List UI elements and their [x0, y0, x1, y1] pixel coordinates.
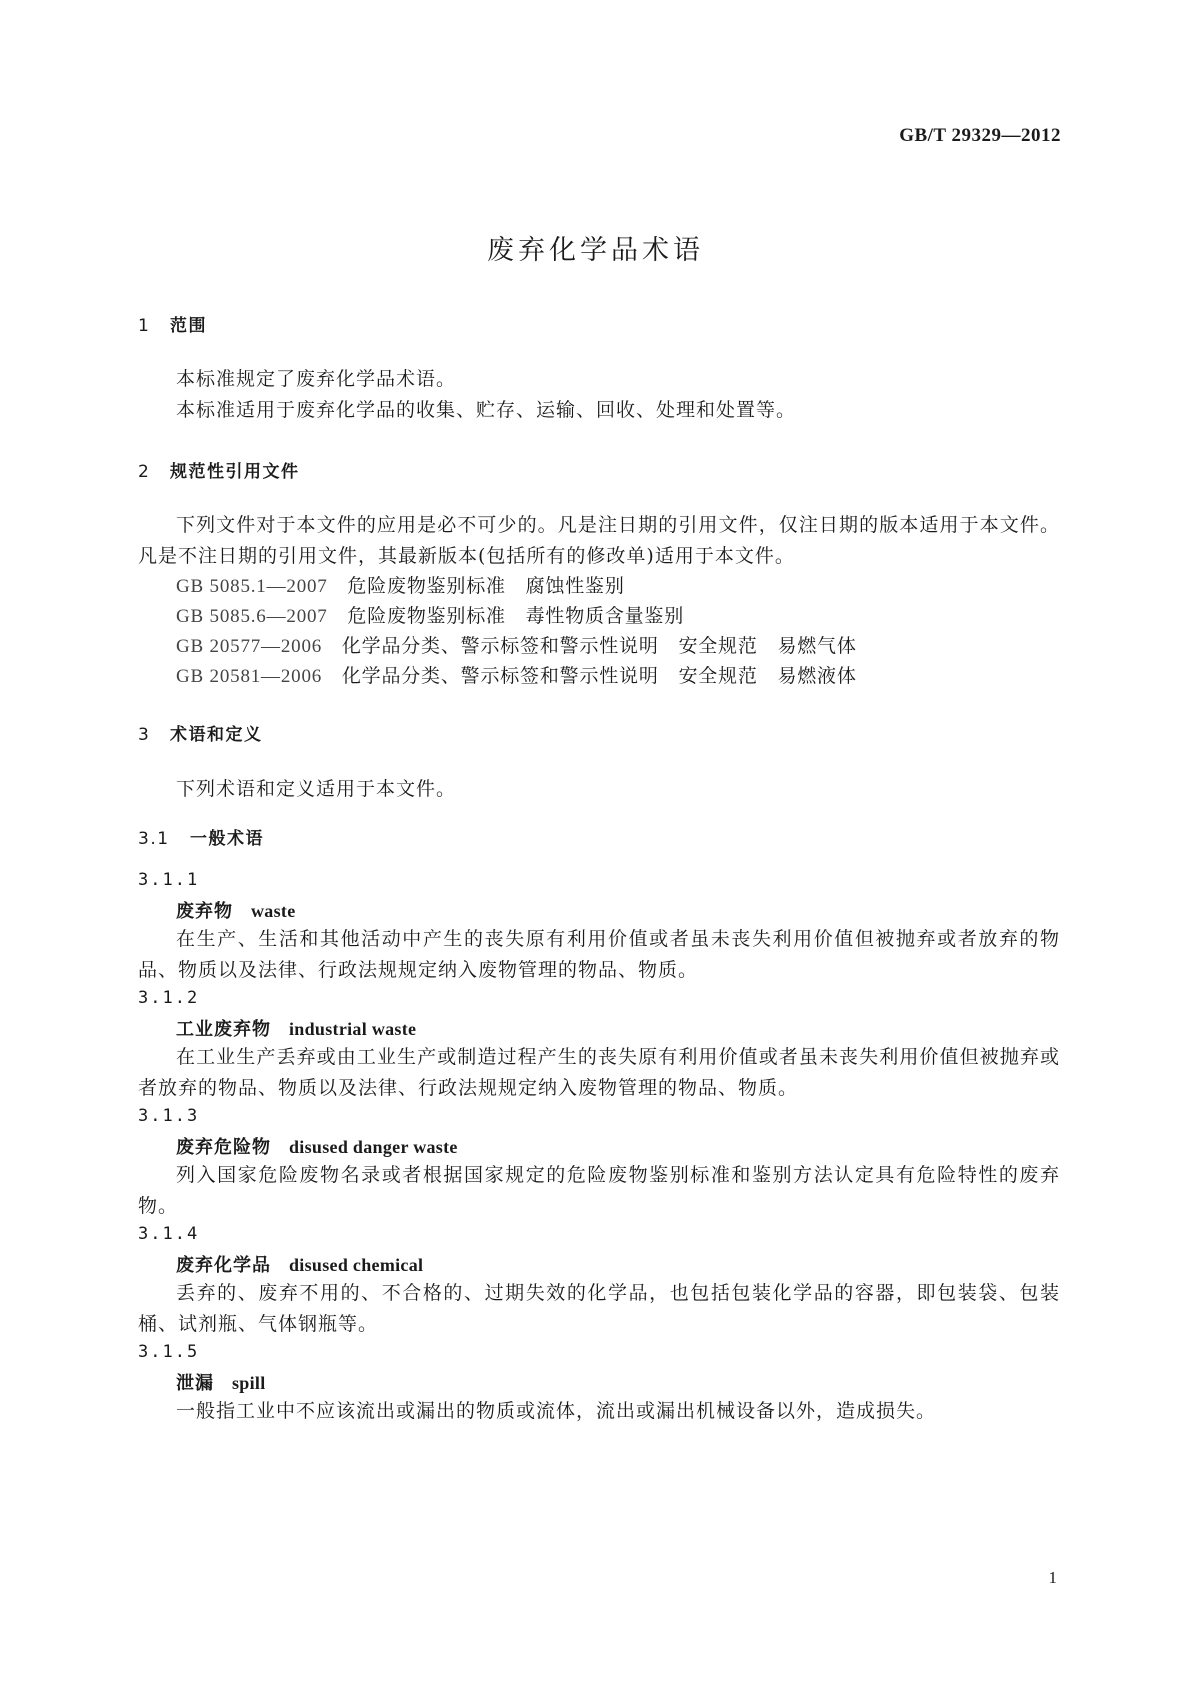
- reference-code: GB 5085.1—2007: [176, 576, 328, 597]
- subsection-3-1-heading: [138, 824, 264, 849]
- term-chinese: 废弃物: [176, 901, 233, 922]
- term-definition: [138, 1042, 1060, 1104]
- term-definition: [138, 924, 1060, 986]
- section-1-body: [138, 364, 1060, 426]
- term-chinese: 工业废弃物: [176, 1019, 271, 1040]
- term-heading: [176, 1015, 416, 1041]
- normative-reference: [176, 631, 857, 658]
- section-3-intro: [138, 774, 1060, 805]
- reference-title: 危险废物鉴别标准 腐蚀性鉴别: [347, 575, 625, 597]
- subsection-title: 一般术语: [190, 829, 264, 849]
- term-chinese: 废弃化学品: [176, 1255, 271, 1276]
- section-2-heading: [138, 457, 300, 482]
- subsection-number: 3.1: [138, 829, 170, 849]
- definition-text: 丢弃的、废弃不用的、不合格的、过期失效的化学品，也包括包装化学品的容器，即包装袋、包装桶、试剂瓶、气体钢瓶等。: [138, 1282, 1060, 1335]
- term-number: 3.1.5: [138, 1342, 200, 1362]
- normative-reference: [176, 571, 625, 598]
- reference-code: GB 20581—2006: [176, 666, 323, 687]
- normative-reference: [176, 601, 684, 628]
- term-number: 3.1.1: [138, 870, 200, 890]
- section-title: 规范性引用文件: [170, 462, 300, 482]
- term-chinese: 废弃危险物: [176, 1137, 271, 1158]
- term-english: disused chemical: [289, 1255, 424, 1275]
- term-heading: [176, 1251, 423, 1277]
- paragraph: 本标准规定了废弃化学品术语。: [176, 368, 457, 390]
- reference-title: 化学品分类、警示标签和警示性说明 安全规范 易燃液体: [341, 665, 857, 687]
- section-number: 1: [138, 316, 151, 336]
- definition-text: 一般指工业中不应该流出或漏出的物质或流体，流出或漏出机械设备以外，造成损失。: [176, 1400, 937, 1422]
- term-definition: [138, 1160, 1060, 1222]
- paragraph: 下列术语和定义适用于本文件。: [176, 778, 457, 800]
- standard-number: GB/T 29329—2012: [899, 125, 1061, 146]
- definition-text: 在生产、生活和其他活动中产生的丧失原有利用价值或者虽未丧失利用价值但被抛弃或者放弃的物品、物质以及法律、行政法规规定纳入废物管理的物品、物质。: [138, 928, 1060, 981]
- term-english: disused danger waste: [289, 1137, 458, 1157]
- reference-title: 化学品分类、警示标签和警示性说明 安全规范 易燃气体: [341, 635, 857, 657]
- term-number: 3.1.4: [138, 1224, 200, 1244]
- term-heading: [176, 1369, 266, 1395]
- term-heading: [176, 1133, 458, 1159]
- section-title: 范围: [170, 316, 207, 336]
- term-definition: [138, 1396, 1060, 1427]
- normative-reference: [176, 661, 857, 688]
- section-title: 术语和定义: [170, 725, 263, 745]
- definition-text: 列入国家危险废物名录或者根据国家规定的危险废物鉴别标准和鉴别方法认定具有危险特性的废弃物。: [138, 1164, 1060, 1217]
- reference-code: GB 5085.6—2007: [176, 606, 328, 627]
- term-number: 3.1.3: [138, 1106, 200, 1126]
- section-2-intro: [138, 510, 1060, 572]
- term-english: waste: [251, 901, 296, 921]
- term-english: industrial waste: [289, 1019, 417, 1039]
- section-number: 3: [138, 725, 151, 745]
- term-english: spill: [232, 1373, 266, 1393]
- reference-title: 危险废物鉴别标准 毒性物质含量鉴别: [347, 605, 685, 627]
- paragraph: 本标准适用于废弃化学品的收集、贮存、运输、回收、处理和处置等。: [176, 399, 797, 421]
- term-heading: [176, 897, 296, 923]
- section-3-heading: [138, 720, 263, 745]
- section-number: 2: [138, 462, 151, 482]
- page-number: 1: [1048, 1568, 1057, 1587]
- term-number: 3.1.2: [138, 988, 200, 1008]
- term-definition: [138, 1278, 1060, 1340]
- document-title: 废弃化学品术语: [487, 235, 704, 266]
- paragraph: 下列文件对于本文件的应用是必不可少的。凡是注日期的引用文件，仅注日期的版本适用于本文件。凡是不注日期的引用文件，其最新版本(包括所有的修改单)适用于本文件。: [138, 514, 1060, 567]
- definition-text: 在工业生产丢弃或由工业生产或制造过程产生的丧失原有利用价值或者虽未丧失利用价值但被抛弃或者放弃的物品、物质以及法律、行政法规规定纳入废物管理的物品、物质。: [138, 1046, 1060, 1099]
- reference-code: GB 20577—2006: [176, 636, 323, 657]
- section-1-heading: [138, 311, 207, 336]
- term-chinese: 泄漏: [176, 1373, 214, 1394]
